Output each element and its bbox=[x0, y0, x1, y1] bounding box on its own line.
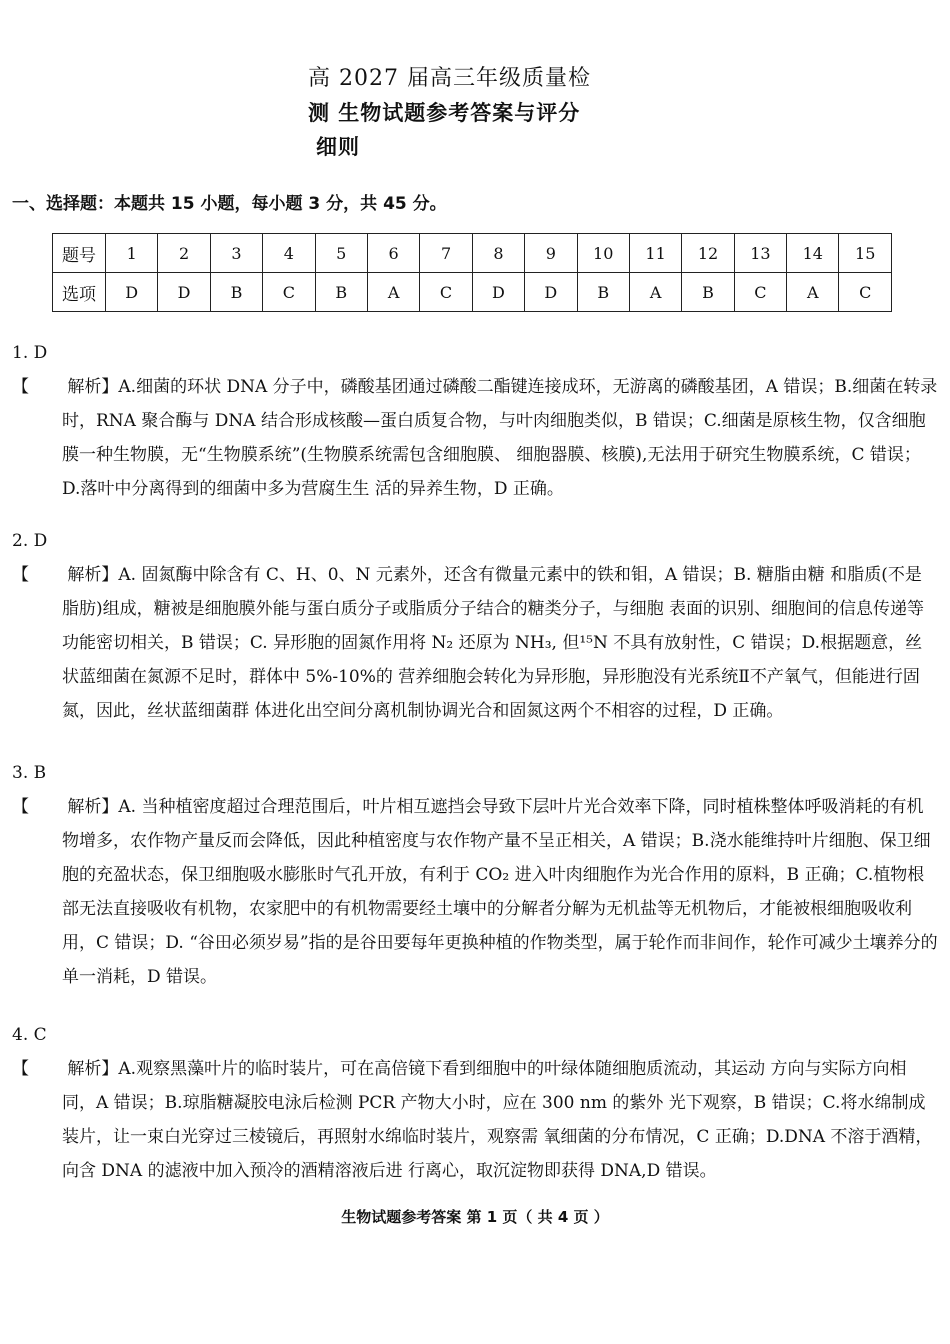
question-number: 8 bbox=[472, 234, 524, 273]
question-number: 1 bbox=[106, 234, 158, 273]
explanation-text: 解析】A.观察黑藻叶片的临时装片，可在高倍镜下看到细胞中的叶绿体随细胞质流动，其运动 方向与实际方向相同，A 错误；B.琼脂糖凝胶电泳后检测 PCR 产物大小时，应在 300 nm 的紫外 光下观察，B 错误；C.将水绵制成装片，让一束白光穿过三棱镜后，再照射水绵临时装片，观察需 氧细菌的分布情况，C 正确；D.DNA 不溶于酒精，向含 DNA 的滤液中加入预冷的酒精溶液后进 行离心，取沉淀物即获得 DNA,D 错误。 bbox=[62, 1059, 933, 1181]
explanation-lead: 2. D【 bbox=[12, 531, 48, 585]
question-number: 12 bbox=[682, 234, 734, 273]
doc-title-line3: 细则 bbox=[316, 135, 360, 159]
explanation-item-2 bbox=[12, 524, 938, 728]
question-number: 11 bbox=[629, 234, 681, 273]
answer-cell: C bbox=[734, 273, 786, 312]
answer-cell: B bbox=[577, 273, 629, 312]
explanation-item-3 bbox=[12, 756, 938, 994]
explanation-text: 解析】A. 当种植密度超过合理范围后，叶片相互遮挡会导致下层叶片光合效率下降，同时植株整体呼吸消耗的有机物增多，农作物产量反而会降低，因此种植密度与农作物产量不呈正相关，A 错误；B.浇水能维持叶片细胞、保卫细胞的充盈状态，保卫细胞吸水膨胀时气孔开放，有利于 CO₂ 进入叶肉细胞作为光合作用的原料，B 正确；C.植物根部无法直接吸收有机物，农家肥中的有机物需要经土壤中的分解者分解为无机盐等无机物后，才能被根细胞吸收利用，C 错误；D. “谷田必须岁易”指的是谷田要每年更换种植的作物类型，属于轮作而非间作，轮作可减少土壤养分的单一消耗，D 错误。 bbox=[62, 797, 938, 987]
question-number: 5 bbox=[315, 234, 367, 273]
question-number: 6 bbox=[367, 234, 419, 273]
explanation-lead: 3. B【 bbox=[12, 763, 47, 817]
question-number: 10 bbox=[577, 234, 629, 273]
answer-cell: D bbox=[525, 273, 577, 312]
answer-cell: C bbox=[839, 273, 892, 312]
answer-cell: C bbox=[420, 273, 472, 312]
explanation-item-4 bbox=[12, 1018, 938, 1188]
question-number: 7 bbox=[420, 234, 472, 273]
answer-cell: D bbox=[472, 273, 524, 312]
question-number: 2 bbox=[158, 234, 210, 273]
answer-cell: B bbox=[682, 273, 734, 312]
section-heading: 一、选择题：本题共 15 小题，每小题 3 分，共 45 分。 bbox=[12, 194, 447, 214]
question-number: 14 bbox=[787, 234, 839, 273]
question-number: 3 bbox=[210, 234, 262, 273]
answer-cell: A bbox=[629, 273, 681, 312]
answer-cell: B bbox=[315, 273, 367, 312]
page-footer: 生物试题参考答案 第 1 页（ 共 4 页 ） bbox=[341, 1208, 609, 1226]
answer-cell: D bbox=[106, 273, 158, 312]
doc-title-line1: 高 2027 届高三年级质量检 bbox=[308, 66, 591, 91]
doc-title-line2: 测 生物试题参考答案与评分 bbox=[308, 101, 581, 125]
question-number: 13 bbox=[734, 234, 786, 273]
answer-cell: A bbox=[787, 273, 839, 312]
answer-row bbox=[53, 273, 892, 312]
explanation-text: 解析】A.细菌的环状 DNA 分子中，磷酸基团通过磷酸二酯键连接成环，无游离的磷酸基团，A 错误；B.细菌在转录时，RNA 聚合酶与 DNA 结合形成核酸—蛋白质复合物，与叶肉细胞类似，B 错误；C.细菌是原核生物，仅含细胞膜一种生物膜，无“生物膜系统”(生物膜系统需包含细胞膜、 细胞器膜、核膜),无法用于研究生物膜系统，C 错误；D.落叶中分离得到的细菌中多为营腐生生 活的异养生物，D 正确。 bbox=[62, 377, 938, 499]
row-label-answer: 选项 bbox=[53, 273, 106, 312]
question-number: 9 bbox=[525, 234, 577, 273]
question-number: 4 bbox=[263, 234, 315, 273]
explanation-lead: 1. D【 bbox=[12, 343, 48, 397]
question-number: 15 bbox=[839, 234, 892, 273]
explanation-item-1 bbox=[12, 336, 938, 506]
answer-cell: A bbox=[367, 273, 419, 312]
explanation-text: 解析】A. 固氮酶中除含有 C、H、0、N 元素外，还含有微量元素中的铁和钼，A 错误；B. 糖脂由糖 和脂质(不是脂肪)组成，糖被是细胞膜外能与蛋白质分子或脂质分子结合的糖类分子，与细胞 表面的识别、细胞间的信息传递等功能密切相关，B 错误；C. 异形胞的固氮作用将 N₂ 还原为 NH₃, 但¹⁵N 不具有放射性，C 错误；D.根据题意，丝状蓝细菌在氮源不足时，群体中 5%-10%的 营养细胞会转化为异形胞，异形胞没有光系统Ⅱ不产氧气，但能进行固氮，因此，丝状蓝细菌群 体进化出空间分离机制协调光合和固氮这两个不相容的过程，D 正确。 bbox=[62, 565, 925, 721]
row-label-question: 题号 bbox=[53, 234, 106, 273]
answer-table bbox=[52, 233, 892, 312]
answer-cell: B bbox=[210, 273, 262, 312]
question-number-row bbox=[53, 234, 892, 273]
answer-cell: C bbox=[263, 273, 315, 312]
answer-cell: D bbox=[158, 273, 210, 312]
explanation-lead: 4. C【 bbox=[12, 1025, 47, 1079]
